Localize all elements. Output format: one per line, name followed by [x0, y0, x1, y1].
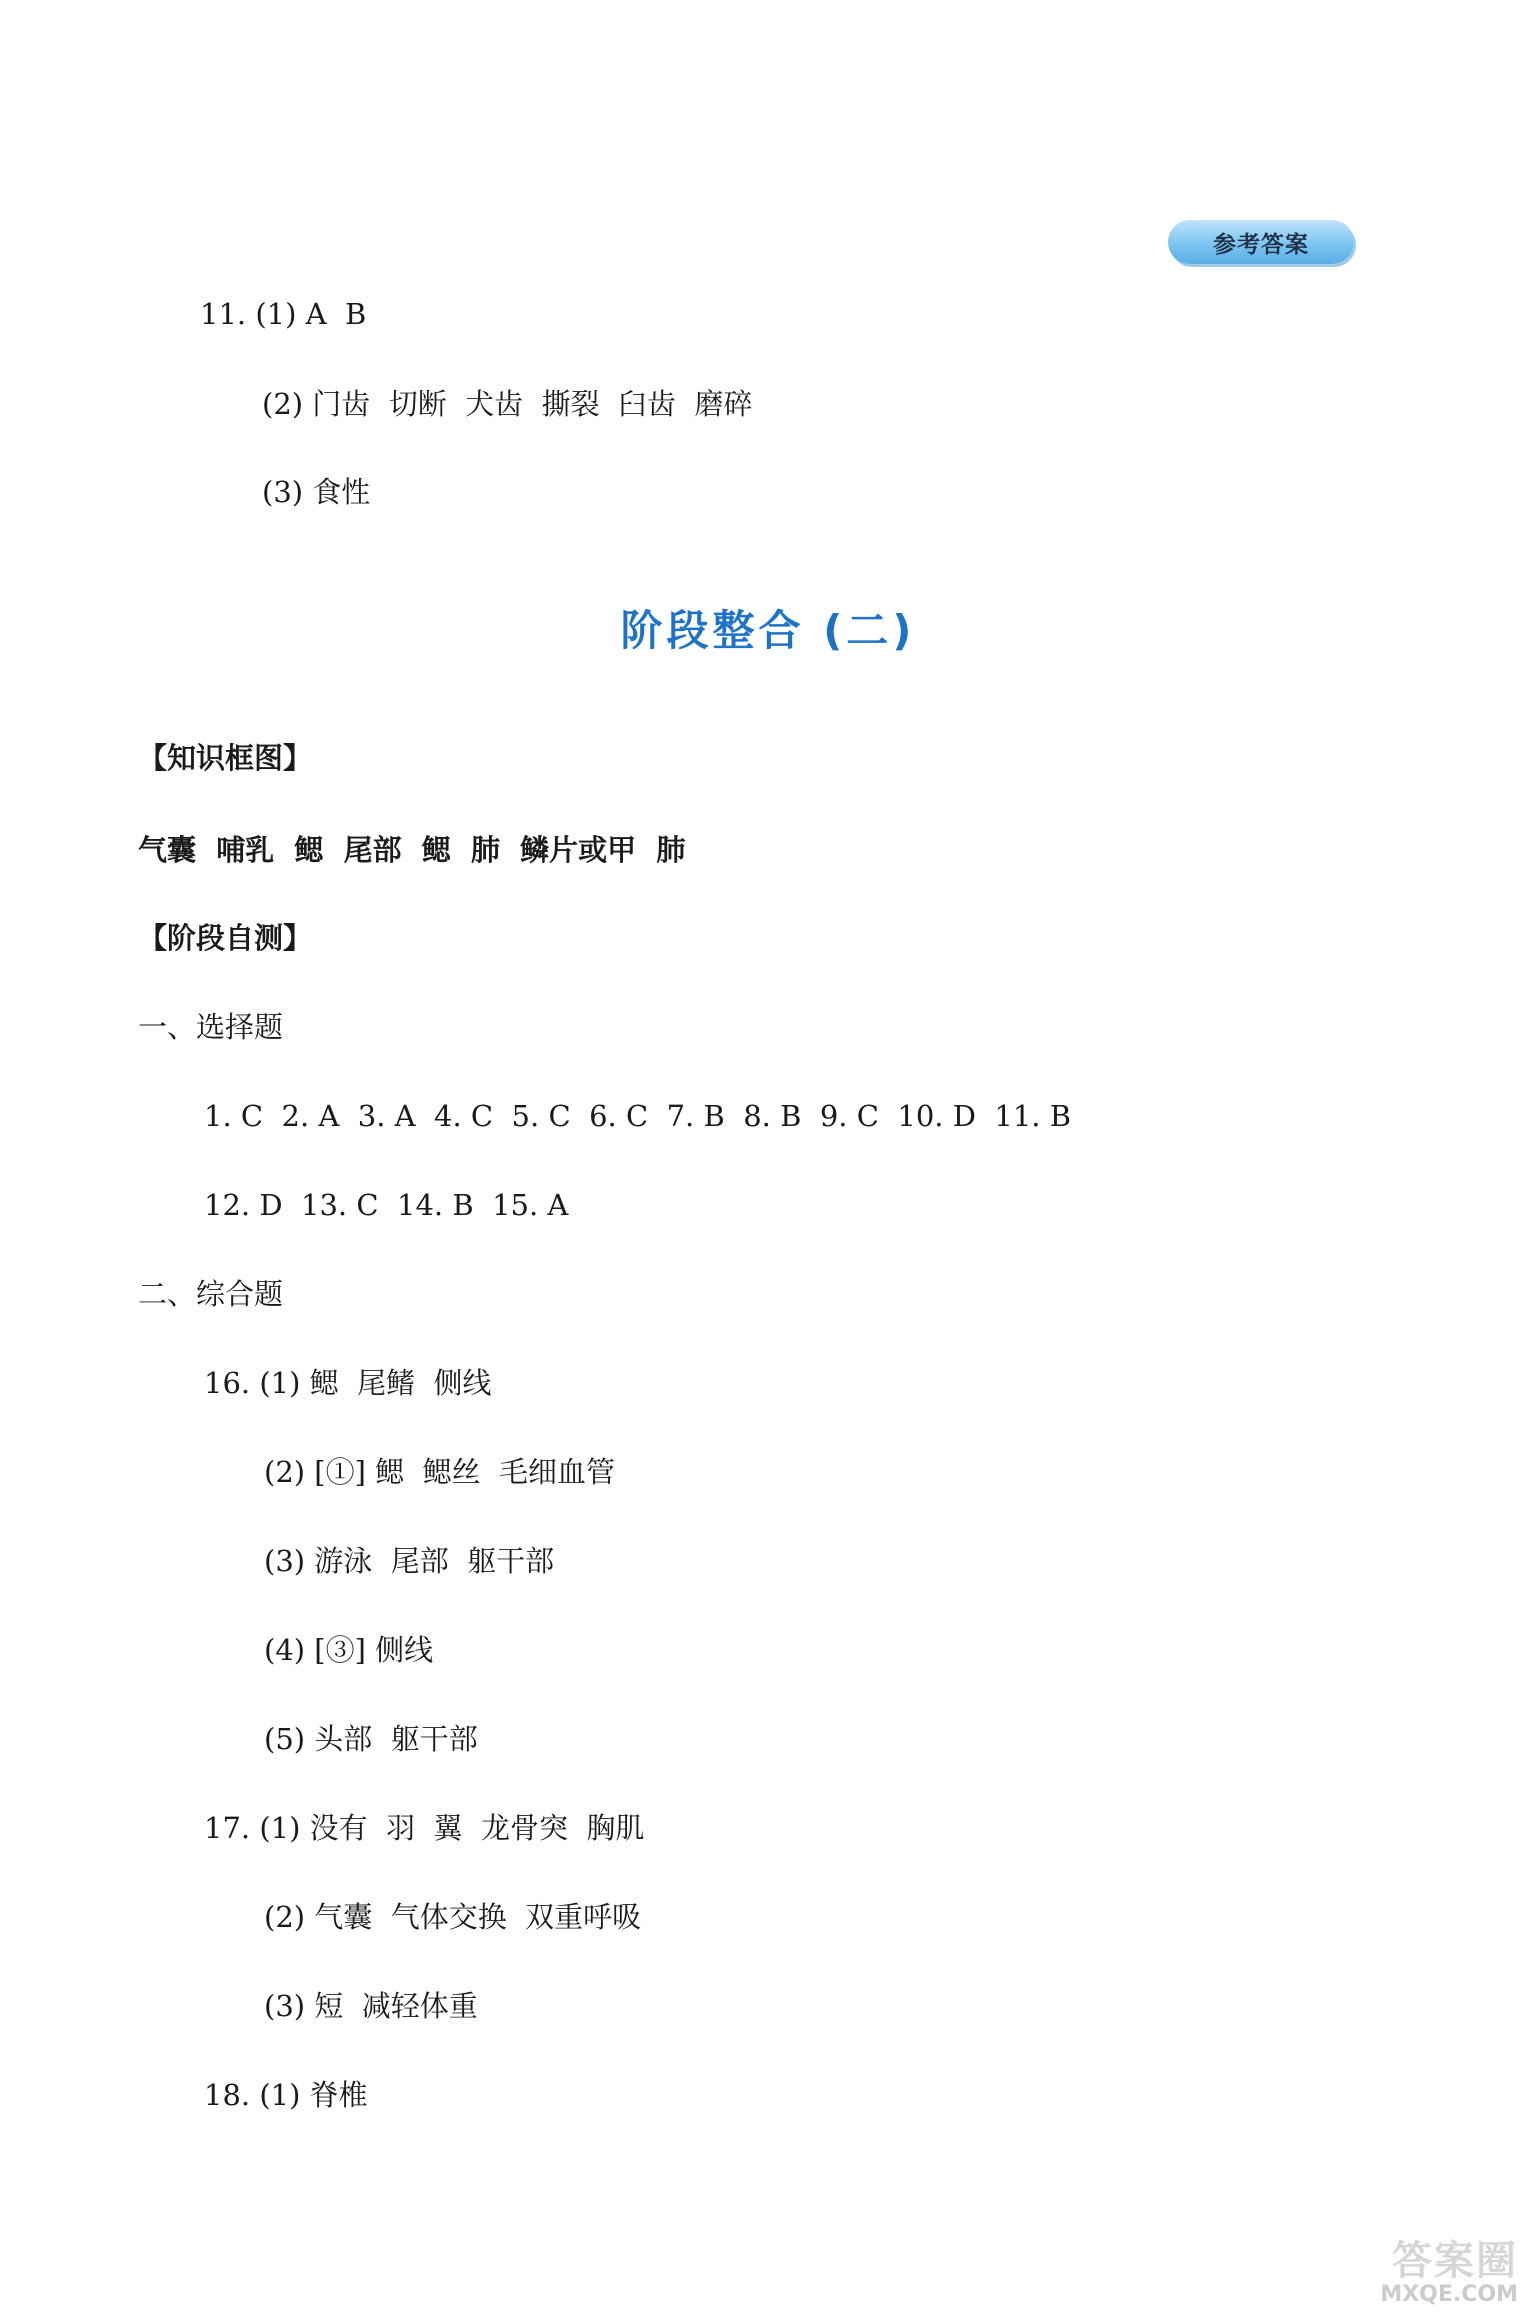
q16-line-2: (2) [①] 鳃 鳃丝 毛细血管 [264, 1455, 616, 1489]
q16-line-5: (5) 头部 躯干部 [264, 1722, 478, 1756]
q16-line-1: 16. (1) 鳃 尾鳍 侧线 [204, 1366, 492, 1400]
choice-answers-row-2: 12. D 13. C 14. B 15. A [204, 1188, 569, 1222]
section-title: 阶段整合 (二) [620, 606, 916, 655]
q11-line-2: (2) 门齿 切断 犬齿 撕裂 臼齿 磨碎 [262, 387, 753, 421]
q17-line-1: 17. (1) 没有 羽 翼 龙骨突 胸肌 [204, 1811, 645, 1845]
knowledge-items: 气囊 哺乳 鳃 尾部 鳃 肺 鳞片或甲 肺 [138, 833, 686, 867]
comprehensive-heading: 二、综合题 [138, 1277, 284, 1311]
q17-line-2: (2) 气囊 气体交换 双重呼吸 [264, 1900, 642, 1934]
knowledge-heading: 【知识框图】 [138, 741, 313, 775]
choice-heading: 一、选择题 [138, 1010, 284, 1044]
q11-line-1: 11. (1) A B [200, 297, 367, 331]
q17-line-3: (3) 短 减轻体重 [264, 1989, 478, 2023]
self-test-heading: 【阶段自测】 [138, 921, 313, 955]
reference-answer-badge: 参考答案 [1168, 220, 1354, 264]
watermark-url: MXQE.COM [1380, 2282, 1518, 2307]
watermark-main: 答案圈 [1392, 2238, 1518, 2284]
q16-line-4: (4) [③] 侧线 [264, 1633, 434, 1667]
watermark-logo [1308, 2229, 1518, 2309]
q16-line-3: (3) 游泳 尾部 躯干部 [264, 1544, 555, 1578]
q11-line-3: (3) 食性 [262, 475, 371, 509]
q18-line-1: 18. (1) 脊椎 [204, 2078, 368, 2112]
choice-answers-row-1: 1. C 2. A 3. A 4. C 5. C 6. C 7. B 8. B 9. C 10. D 11. B [204, 1099, 1072, 1133]
